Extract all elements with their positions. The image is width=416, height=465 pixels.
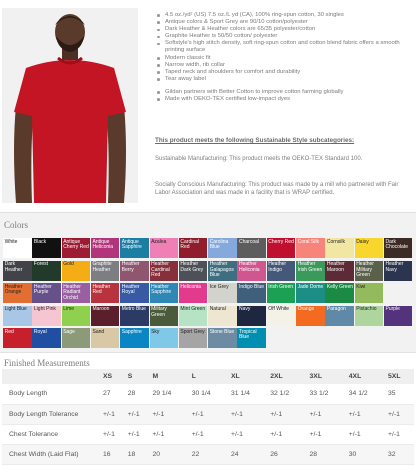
color-swatch[interactable]: Military Green [150, 306, 179, 326]
color-swatch[interactable]: Ice Grey [208, 283, 237, 303]
feature-item: Graphite Heather is 50/50 cotton/ polyester [155, 33, 413, 40]
color-swatch[interactable]: Sage [62, 328, 91, 348]
color-swatch[interactable]: Kiwi [355, 283, 384, 303]
color-swatch[interactable]: Azalea [150, 238, 179, 258]
measurement-label: Chest Width (Laid Flat) [2, 444, 103, 464]
measurement-value: 32 1/2 [270, 384, 309, 404]
sustainable-manufacturing-text: Sustainable Manufacturing: This product meets the OEKO-TEX Standard 100. [155, 156, 363, 162]
color-swatch[interactable]: Heliconia [179, 283, 208, 303]
color-swatch[interactable]: Sky [150, 328, 179, 348]
measurement-value: 28 [310, 444, 349, 464]
color-swatch[interactable]: Graphite Heather [91, 261, 120, 281]
measurement-value: 24 [231, 444, 270, 464]
measurement-row [2, 384, 414, 404]
color-swatch[interactable]: Heather Galapagos Blue [208, 261, 237, 281]
color-swatch[interactable]: White [3, 238, 32, 258]
color-swatch[interactable]: Light Blue [3, 306, 32, 326]
measurement-value: +/-1 [388, 424, 414, 444]
color-swatch[interactable]: Lime [62, 306, 91, 326]
measurement-value: +/-1 [349, 424, 388, 444]
measurement-label: Body Length [2, 384, 103, 404]
color-swatch[interactable]: Carolina Blue [208, 238, 237, 258]
feature-item: Softstyle's high stitch density, soft ring-spun cotton and cotton blend fabric offers a smooth printing surface [155, 40, 413, 54]
color-swatch[interactable]: Light Pink [32, 306, 61, 326]
colors-section [0, 212, 416, 352]
header-blank [2, 369, 103, 384]
color-swatch[interactable]: Forest [32, 261, 61, 281]
measurement-value: +/-1 [192, 424, 231, 444]
size-header: 3XL [310, 369, 349, 384]
feature-item: Taped neck and shoulders for comfort and durability [155, 69, 413, 76]
size-header: XL [231, 369, 270, 384]
measurements-heading: Finished Measurements [4, 358, 90, 368]
color-swatch[interactable]: Navy [237, 306, 266, 326]
feature-list [155, 12, 413, 103]
color-swatch[interactable]: Kelly Green [325, 283, 354, 303]
color-swatch[interactable]: Stone Blue [208, 328, 237, 348]
feature-item: Gildan partners with Better Cotton to improve cotton farming globally [155, 89, 413, 96]
size-header: L [192, 369, 231, 384]
color-swatch[interactable]: Heather Purple [32, 283, 61, 303]
color-swatch[interactable]: Antique Cherry Red [62, 238, 91, 258]
color-swatch[interactable]: Heather Maroon [325, 261, 354, 281]
color-swatch[interactable]: Heather Berry [120, 261, 149, 281]
sustainable-style-heading: This product meets the following Sustainable Style subcategories: [155, 137, 355, 144]
measurement-value: 30 1/4 [192, 384, 231, 404]
size-header: XS [103, 369, 128, 384]
measurement-row [2, 404, 414, 424]
color-swatch[interactable]: Paragon [325, 306, 354, 326]
color-swatch[interactable]: Heather Red [91, 283, 120, 303]
color-swatch[interactable]: Heather Irish Green [296, 261, 325, 281]
color-swatch[interactable]: Daisy [355, 238, 384, 258]
measurement-value: 30 [349, 444, 388, 464]
color-swatch[interactable]: Heather Sapphire [150, 283, 179, 303]
color-swatch[interactable]: Coral Silk [296, 238, 325, 258]
measurement-value: 32 [388, 444, 414, 464]
feature-item: Modern classic fit [155, 55, 413, 62]
measurements-table [2, 369, 414, 465]
color-swatch[interactable]: Irish Green [267, 283, 296, 303]
color-swatch[interactable]: Jade Dome [296, 283, 325, 303]
color-swatch[interactable]: Mint Green [179, 306, 208, 326]
size-header: S [128, 369, 153, 384]
measurement-value: 29 1/4 [152, 384, 191, 404]
color-swatch[interactable]: Red [3, 328, 32, 348]
color-swatch[interactable]: Tropical Blue [237, 328, 266, 348]
product-details [0, 0, 416, 212]
color-swatch[interactable]: Heather Indigo [267, 261, 296, 281]
measurement-row [2, 424, 414, 444]
measurement-value: +/-1 [310, 404, 349, 424]
color-swatch[interactable]: Heather Royal [120, 283, 149, 303]
measurement-value: 22 [192, 444, 231, 464]
color-swatch[interactable]: Cherry Red [267, 238, 296, 258]
color-swatch[interactable]: Heather Radiant Orchid [62, 283, 91, 303]
measurement-value: +/-1 [388, 404, 414, 424]
size-header-row [2, 369, 414, 384]
measurement-value: 26 [270, 444, 309, 464]
measurement-value: +/-1 [192, 404, 231, 424]
color-swatch[interactable]: Black [32, 238, 61, 258]
measurements-body [2, 384, 414, 464]
model-in-red-tshirt-image [2, 8, 138, 203]
color-swatch[interactable]: Heather Cardinal Red [150, 261, 179, 281]
color-swatch[interactable]: Antique Sapphire [120, 238, 149, 258]
measurement-value: +/-1 [270, 404, 309, 424]
measurement-value: +/-1 [103, 404, 128, 424]
measurement-value: 16 [103, 444, 128, 464]
feature-item: Antique colors & Sport Grey are 90/10 cotton/polyester [155, 19, 413, 26]
measurement-value: 18 [128, 444, 153, 464]
feature-item: Made with OEKO-TEX certified low-impact dyes [155, 96, 413, 103]
color-swatch[interactable]: Sapphire [120, 328, 149, 348]
measurement-value: +/-1 [231, 404, 270, 424]
feature-item: 4.5 oz./yd² (US) 7.5 oz./L yd (CA), 100% ring-spun cotton, 30 singles [155, 12, 413, 19]
measurement-row [2, 444, 414, 464]
size-header: M [152, 369, 191, 384]
measurement-value: 31 1/4 [231, 384, 270, 404]
measurement-value: 34 1/2 [349, 384, 388, 404]
colors-heading: Colors [4, 220, 29, 230]
color-swatch[interactable]: Antique Heliconia [91, 238, 120, 258]
feature-item: Narrow width, rib collar [155, 62, 413, 69]
color-swatch[interactable]: Cornsilk [325, 238, 354, 258]
measurement-value: +/-1 [128, 404, 153, 424]
color-swatch[interactable]: Charcoal [237, 238, 266, 258]
measurement-value: 20 [152, 444, 191, 464]
measurement-value: 28 [128, 384, 153, 404]
color-swatch[interactable]: Dark Chocolate [384, 238, 413, 258]
color-swatch[interactable]: Heather Dark Grey [179, 261, 208, 281]
size-header: 2XL [270, 369, 309, 384]
color-swatch[interactable]: Purple [384, 306, 413, 326]
size-header: 5XL [388, 369, 414, 384]
color-swatch[interactable]: Off White [267, 306, 296, 326]
color-swatch[interactable]: Cardinal Red [179, 238, 208, 258]
feature-item: Tear away label [155, 76, 413, 83]
color-swatch[interactable]: Royal [32, 328, 61, 348]
color-swatch[interactable]: Heather Heliconia [237, 261, 266, 281]
color-swatch[interactable]: Heather Navy [384, 261, 413, 281]
measurement-value: +/-1 [152, 424, 191, 444]
color-swatch[interactable]: Orange [296, 306, 325, 326]
measurement-value: +/-1 [152, 404, 191, 424]
measurement-value: +/-1 [231, 424, 270, 444]
product-photo [2, 8, 138, 203]
color-swatch[interactable]: Natural [208, 306, 237, 326]
measurement-value: +/-1 [349, 404, 388, 424]
color-swatch[interactable]: Indigo Blue [237, 283, 266, 303]
color-swatch[interactable]: Maroon [91, 306, 120, 326]
measurement-value: 27 [103, 384, 128, 404]
measurement-value: +/-1 [310, 424, 349, 444]
color-swatch[interactable]: Pistachio [355, 306, 384, 326]
measurement-label: Chest Tolerance [2, 424, 103, 444]
color-swatch[interactable]: Dark Heather [3, 261, 32, 281]
measurements-section [0, 352, 416, 465]
measurement-value: +/-1 [128, 424, 153, 444]
measurement-value: +/-1 [103, 424, 128, 444]
color-swatch[interactable]: Sand [91, 328, 120, 348]
color-swatch[interactable]: Sport Grey [179, 328, 208, 348]
socially-conscious-text: Socially Conscious Manufacturing: This product was made by a mill who partnered with Fair Labor Association and was made in a facility that is WRAP certified. [155, 182, 399, 196]
color-swatch[interactable]: Heather Military Green [355, 261, 384, 281]
size-header: 4XL [349, 369, 388, 384]
measurement-label: Body Length Tolerance [2, 404, 103, 424]
color-swatch[interactable]: Gold [62, 261, 91, 281]
color-swatch[interactable]: Metro Blue [120, 306, 149, 326]
feature-item: Dark Heather & Heather colors are 65/35 polyester/cotton [155, 26, 413, 33]
color-swatch[interactable]: Heather Orange [3, 283, 32, 303]
measurement-value: 33 1/2 [310, 384, 349, 404]
measurement-value: 35 [388, 384, 414, 404]
measurement-value: +/-1 [270, 424, 309, 444]
